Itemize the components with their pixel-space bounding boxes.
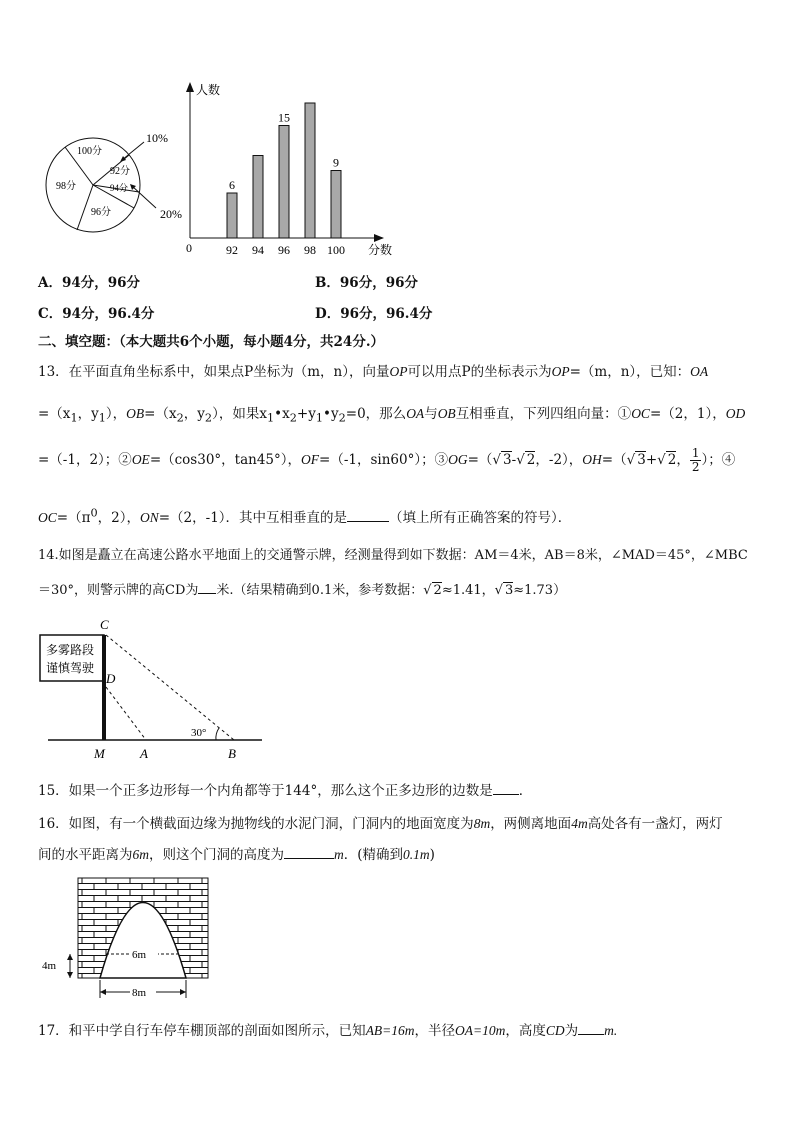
x-axis-arrow-icon: [374, 234, 384, 242]
point-b-label: B: [228, 746, 236, 761]
pie-label-100: 100分: [77, 146, 102, 157]
answer-blank[interactable]: [284, 846, 334, 859]
vector-ob: OB: [437, 406, 456, 421]
vector-oc: OC: [38, 510, 57, 525]
arrowhead-icon: [180, 989, 186, 995]
x-tick-label: 94: [252, 243, 264, 257]
dim-label-4m: 4m: [42, 960, 57, 972]
option-d[interactable]: D．96分，96.4分: [315, 306, 433, 322]
vector-og: OG: [448, 452, 468, 467]
option-c[interactable]: C．94分，96.4分: [38, 306, 155, 322]
vector-oa: OA: [690, 364, 709, 379]
section-heading: 二、填空题：（本大题共6个小题，每小题4分，共24分.）: [38, 334, 385, 350]
answer-blank[interactable]: [347, 509, 389, 522]
vector-op: OP: [551, 364, 570, 379]
bar-98: [305, 103, 315, 238]
angle-label: 30°: [191, 727, 207, 739]
pie-label-92: 92分: [110, 166, 130, 177]
arrowhead-icon: [67, 972, 73, 978]
answer-blank[interactable]: [493, 782, 519, 795]
point-d-label: D: [106, 671, 116, 686]
q13-line3: =（-1，2）；②OE=（cos30°，tan45°），OF=（-1，sin60°）；③OG=（√ 3-√ 2，-2），OH=（√ 3+√ 2， $\frac{1}{2}$ ）；④: [38, 446, 736, 474]
pie-label-98: 98分: [56, 181, 76, 192]
y-axis-arrow-icon: [186, 82, 194, 92]
q16-line1: 16．如图，有一个横截面边缘为抛物线的水泥门洞，门洞内的地面宽度为8m，两侧离地面4m高处各有一盏灯，两灯: [38, 816, 723, 832]
origin-label: 0: [186, 241, 192, 255]
dim-label-8m: 8m: [132, 987, 147, 999]
vector-od: OD: [725, 406, 746, 421]
arrowhead-icon: [67, 954, 73, 960]
x-axis-label: 分数: [368, 243, 393, 257]
x-tick-label: 92: [226, 243, 238, 257]
point-m-label: M: [94, 746, 105, 761]
line-cb: [106, 635, 234, 740]
q13-line2: $=(x_1$，$y_1$），$OB=(x_2$，$y_2$），如果$x_1•x_2+y_1•y_2=0$，那么OA与OB互相垂直，下列四组向量：①OC=（2，1），OD: [38, 406, 746, 425]
arrowhead-icon: [100, 989, 106, 995]
x-tick-label: 98: [304, 243, 316, 257]
vector-op: OP: [389, 364, 408, 379]
sign-text-line2: 谨慎驾驶: [46, 661, 95, 675]
pct-callout-20: 20%: [160, 207, 182, 221]
bar-value-label: 6: [229, 178, 235, 192]
bar-group: [226, 103, 345, 257]
q16-line2: 间的水平距离为6m，则这个门洞的高度为 m．(精确到0.1m): [38, 847, 435, 863]
vector-oe: OE: [131, 452, 150, 467]
pie-chart: [40, 120, 200, 240]
q13-line1: 13．在平面直角坐标系中，如果点P坐标为（m，n），向量OP可以用点P的坐标表示为OP=（m，n），已知：OA: [38, 364, 709, 380]
bar-96: [279, 126, 289, 239]
dim-label-6m: 6m: [132, 949, 147, 961]
bar-92: [227, 193, 237, 238]
pct-callout-10: 10%: [146, 131, 168, 145]
option-a[interactable]: A．94分，96分: [38, 275, 141, 291]
vector-oc: OC: [631, 406, 650, 421]
sign-post: [102, 635, 106, 740]
vector-oh: OH: [582, 452, 602, 467]
x-tick-label: 96: [278, 243, 290, 257]
point-c-label: C: [100, 617, 109, 632]
fraction: $\frac{1}{2}$: [691, 446, 700, 474]
vector-on: ON: [139, 510, 159, 525]
line-da: [106, 687, 146, 740]
answer-blank[interactable]: [198, 581, 216, 594]
option-b[interactable]: B．96分，96分: [315, 275, 418, 291]
answer-blank[interactable]: [578, 1022, 604, 1035]
bar-value-label: 9: [333, 155, 339, 170]
q17-line: 17．和平中学自行车停车棚顶部的剖面如图所示，已知AB=16m，半径OA=10m，高度CD为 m.: [38, 1023, 618, 1039]
pie-label-94: 94分: [110, 183, 129, 193]
bar-100: [331, 171, 341, 239]
gate-figure: [40, 872, 220, 1004]
q14-line2: ＝30°，则警示牌的高CD为 米.（结果精确到0.1米，参考数据：√ 2≈1.41，√ 3≈1.73）: [38, 583, 567, 598]
bar-value-label: 15: [278, 110, 290, 125]
bar-chart: [180, 80, 410, 260]
point-a-label: A: [140, 746, 148, 761]
vector-of: OF: [301, 452, 320, 467]
angle-arc: [216, 728, 219, 740]
vector-oa: OA: [406, 406, 425, 421]
sign-figure: [36, 615, 268, 765]
pie-label-96: 96分: [91, 207, 111, 218]
q15-line: 15．如果一个正多边形每一个内角都等于144°，那么这个正多边形的边数是 ．: [38, 783, 533, 799]
q13-line4: $OC=(\pi^0$，2），ON=（2，-1）．其中互相垂直的是 （填上所有正确答案的符号）．: [38, 506, 572, 526]
y-axis-label: 人数: [196, 83, 221, 97]
vector-ob: OB: [126, 406, 145, 421]
q14-line1: 14.如图是矗立在高速公路水平地面上的交通警示牌，经测量得到如下数据：AM＝4米，AB＝8米，∠MAD＝45°，∠MBC: [38, 548, 748, 563]
sign-text-line1: 多雾路段: [46, 643, 95, 657]
x-tick-label: 100: [327, 243, 345, 257]
bar-94: [253, 156, 263, 239]
